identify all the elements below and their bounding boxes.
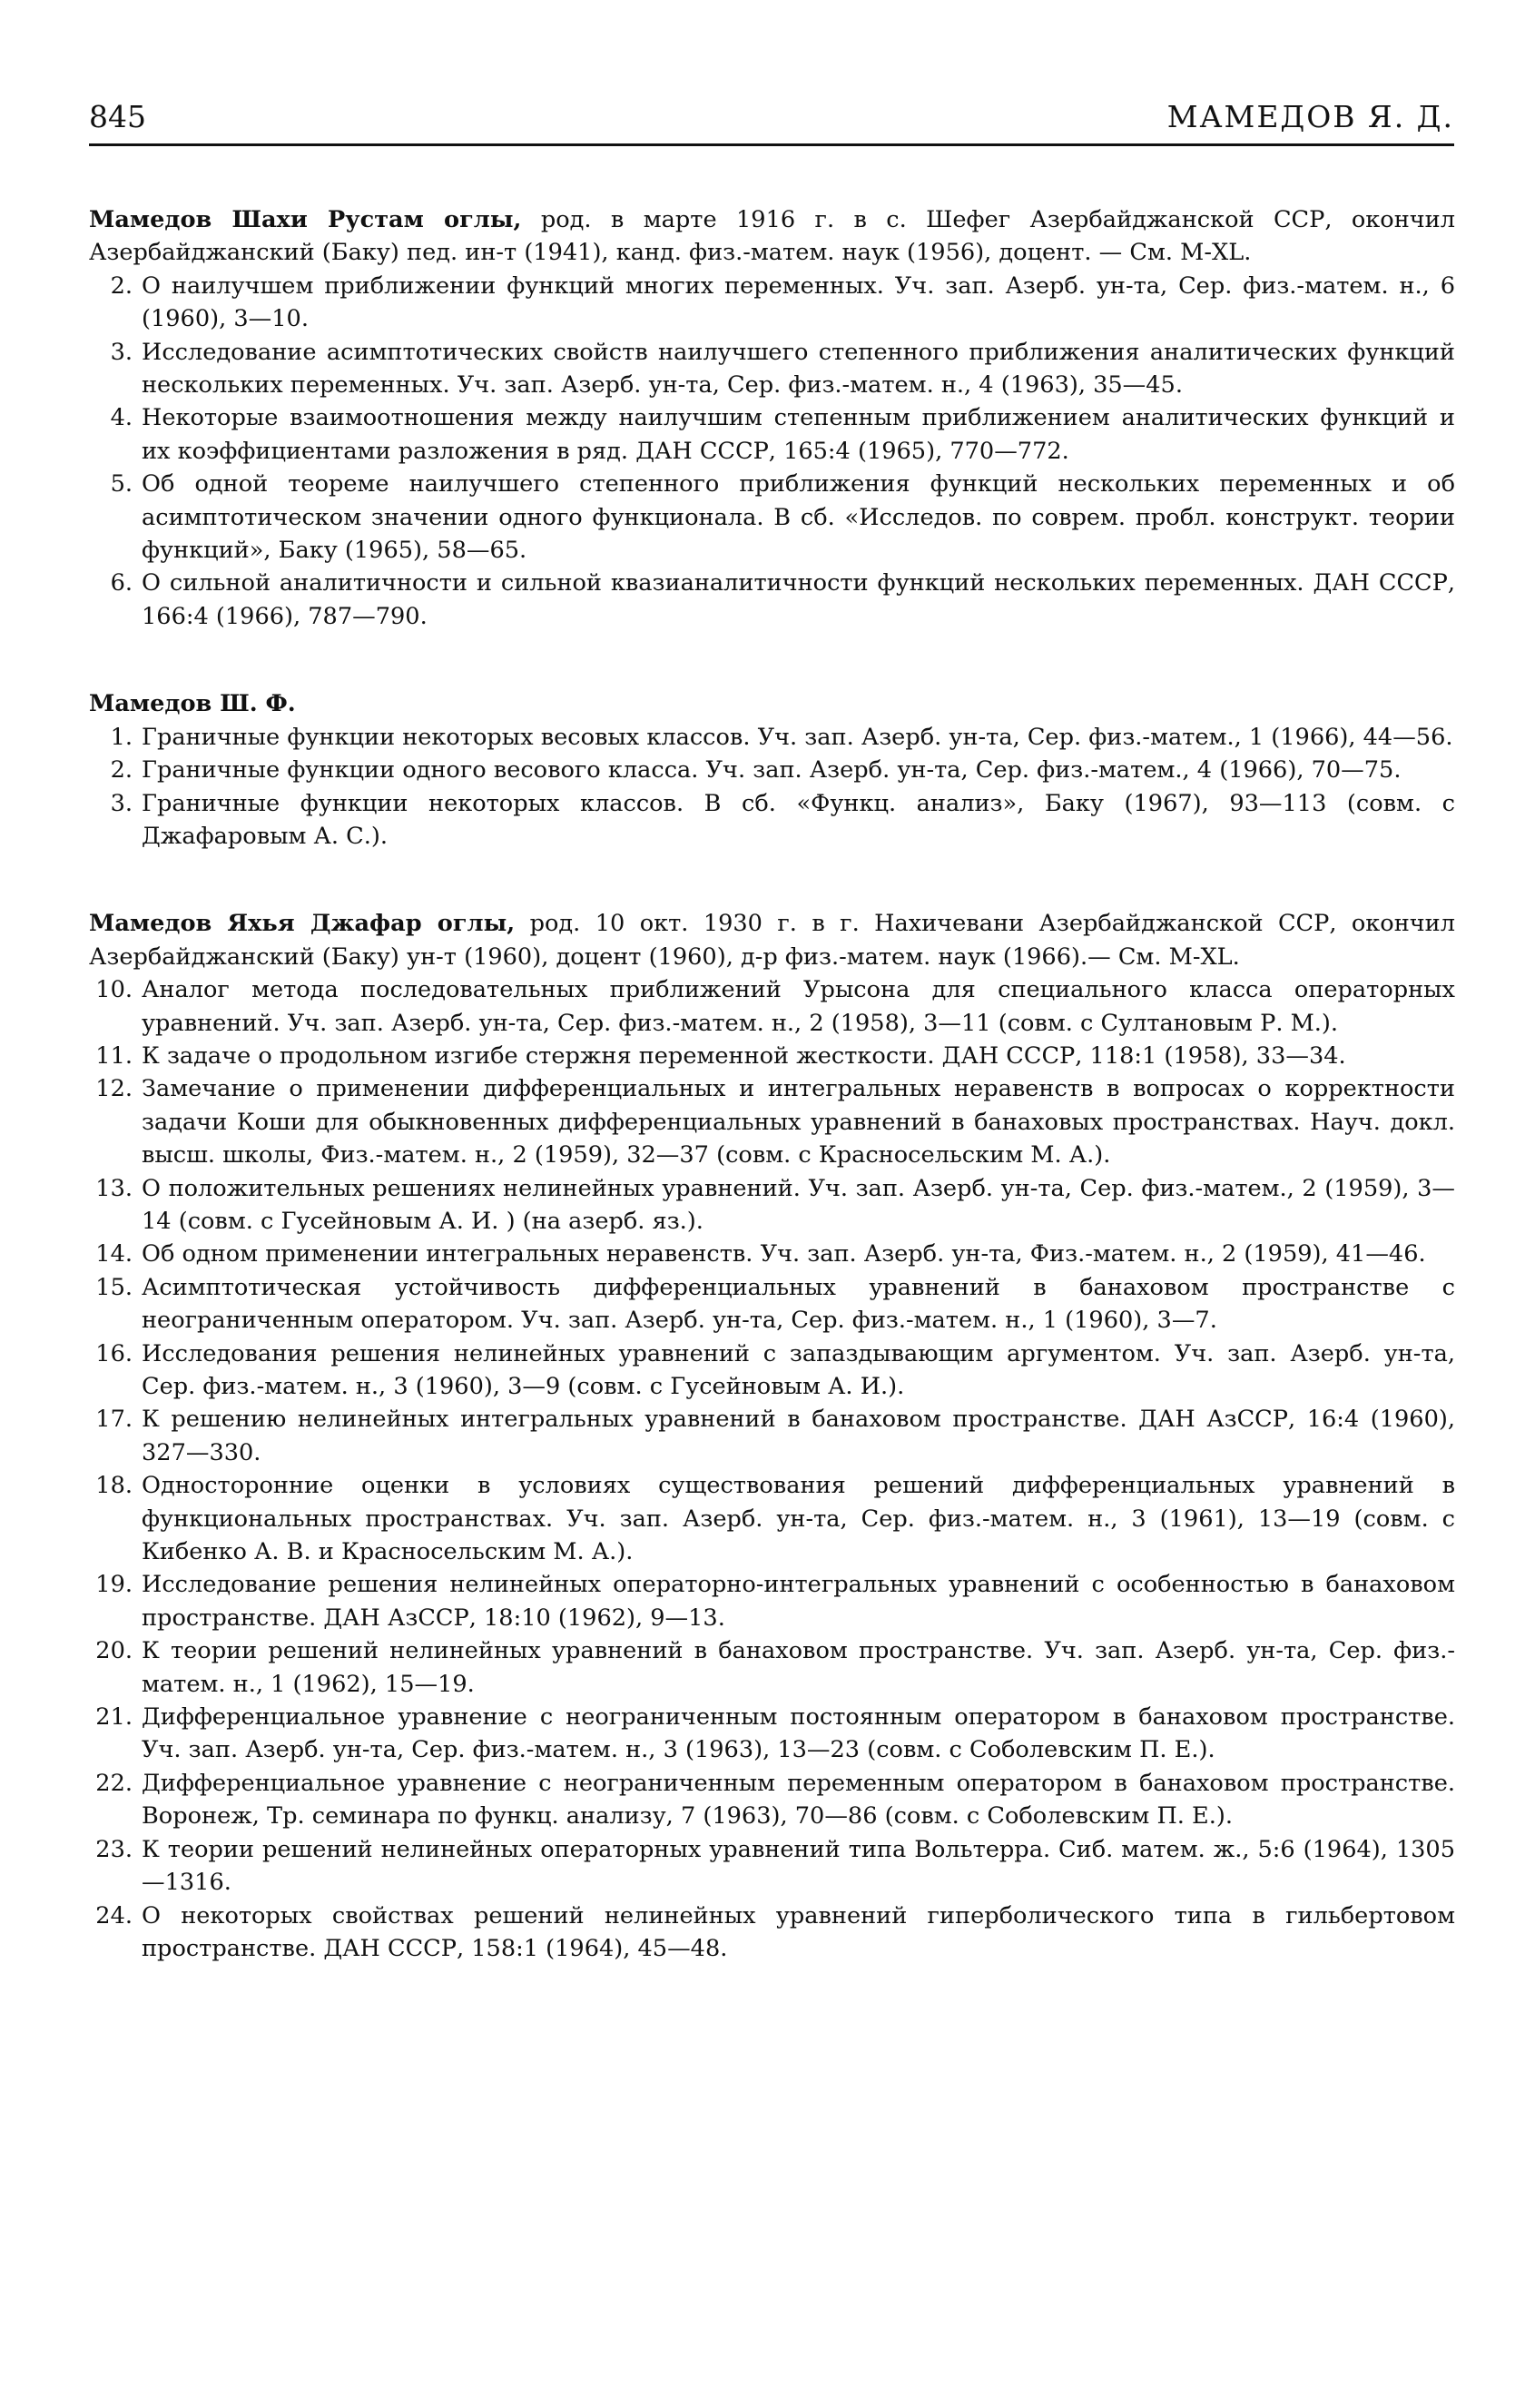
reference-text: Дифференциальное уравнение с неограниченным постоянным оператором в банаховом пространстве. Уч. зап. Азерб. ун-та, Сер. физ.-матем. н., 3 (1963), 13—23 (совм. с Соболевским П. Е.).: [142, 1703, 1455, 1764]
reference-item: [89, 468, 1455, 567]
reference-item: [89, 787, 1455, 854]
reference-text: Дифференциальное уравнение с неограниченным переменным оператором в банаховом пространстве. Воронеж, Тр. семинара по функц. анализу, 7 (1963), 70—86 (совм. с Соболевским П. Е.).: [142, 1769, 1455, 1831]
reference-list: [89, 973, 1455, 1965]
reference-number: 16.: [95, 1339, 133, 1367]
reference-number: 5.: [110, 470, 133, 498]
reference-number: 11.: [95, 1041, 133, 1070]
author-entry: [89, 907, 1455, 1965]
reference-number: 4.: [110, 404, 133, 432]
author-entry: [89, 203, 1455, 633]
reference-number: 14.: [95, 1240, 133, 1268]
reference-text: Аналог метода последовательных приближений Урысона для специального класса операторных уравнений. Уч. зап. Азерб. ун-та, Сер. физ.-матем. н., 2 (1958), 3—11 (совм. с Султановым Р. М.).: [142, 976, 1455, 1037]
author-name: Мамедов Ш. Ф.: [89, 690, 296, 718]
reference-item: [89, 1238, 1455, 1270]
reference-number: 3.: [110, 338, 133, 366]
reference-text: Граничные функции некоторых весовых классов. Уч. зап. Азерб. ун-та, Сер. физ.-матем., 1 (1966), 44—56.: [142, 723, 1453, 751]
reference-number: 6.: [110, 569, 133, 597]
reference-text: Исследование решения нелинейных операторно-интегральных уравнений с особенностью в банаховом пространстве. ДАН АзССР, 18:10 (1962), 9—13.: [142, 1571, 1455, 1632]
author-entry: [89, 687, 1455, 853]
reference-text: Исследования решения нелинейных уравнений с запаздывающим аргументом. Уч. зап. Азерб. ун-та, Сер. физ.-матем. н., 3 (1960), 3—9 (совм. с Гусейновым А. И.).: [142, 1339, 1455, 1400]
reference-item: [89, 1634, 1455, 1701]
author-heading: [89, 203, 1455, 270]
reference-text: Замечание о применении дифференциальных и интегральных неравенств в вопросах о корректности задачи Коши для обыкновенных дифференциальных уравнений в банаховых пространствах. Науч. докл. высш. школы, Физ.-матем. н., 2 (1959), 32—37 (совм. с Красносельским М. А.).: [142, 1075, 1455, 1169]
author-bio: род. 10 окт. 1930 г. в г. Нахичевани Азербайджанской ССР, окончил Азербайджанский (Баку) ун-т (1960), доцент (1960), д-р физ.-матем. наук (1966).— См. М-XL.: [89, 910, 1455, 971]
reference-item: [89, 1900, 1455, 1966]
author-bio: род. в марте 1916 г. в с. Шефег Азербайджанской ССР, окончил Азербайджанский (Баку) пед. ин-т (1941), канд. физ.-матем. наук (1956), доцент. — См. М-XL.: [89, 206, 1455, 267]
reference-text: Граничные функции одного весового класса. Уч. зап. Азерб. ун-та, Сер. физ.-матем., 4 (1966), 70—75.: [142, 756, 1402, 785]
reference-item: [89, 754, 1455, 786]
reference-number: 15.: [95, 1273, 133, 1301]
reference-number: 2.: [110, 756, 133, 785]
reference-number: 18.: [95, 1472, 133, 1500]
reference-item: [89, 1172, 1455, 1239]
reference-text: Граничные функции некоторых классов. В сб. «Функц. анализ», Баку (1967), 93—113 (совм. с Джафаровым А. С.).: [142, 789, 1455, 850]
author-name: Мамедов Яхья Джафар оглы,: [89, 910, 516, 938]
reference-number: 10.: [95, 976, 133, 1004]
page-number: 845: [89, 98, 146, 134]
reference-number: 1.: [110, 723, 133, 751]
reference-text: Исследование асимптотических свойств наилучшего степенного приближения аналитических функций нескольких переменных. Уч. зап. Азерб. ун-та, Сер. физ.-матем. н., 4 (1963), 35—45.: [142, 338, 1455, 400]
reference-item: [89, 1271, 1455, 1337]
reference-text: О наилучшем приближении функций многих переменных. Уч. зап. Азерб. ун-та, Сер. физ.-матем. н., 6 (1960), 3—10.: [142, 271, 1455, 333]
reference-text: Некоторые взаимоотношения между наилучшим степенным приближением аналитических функций и их коэффициентами разложения в ряд. ДАН СССР, 165:4 (1965), 770—772.: [142, 404, 1455, 465]
reference-item: [89, 721, 1455, 754]
reference-text: Об одном применении интегральных неравенств. Уч. зап. Азерб. ун-та, Физ.-матем. н., 2 (1959), 41—46.: [142, 1240, 1426, 1268]
author-name: Мамедов Шахи Рустам оглы,: [89, 206, 522, 233]
reference-number: 23.: [95, 1835, 133, 1863]
reference-text: К теории решений нелинейных уравнений в банаховом пространстве. Уч. зап. Азерб. ун-та, Сер. физ.-матем. н., 1 (1962), 15—19.: [142, 1637, 1455, 1698]
reference-item: [89, 1833, 1455, 1900]
reference-text: К задаче о продольном изгибе стержня переменной жесткости. ДАН СССР, 118:1 (1958), 33—34.: [142, 1041, 1346, 1070]
reference-number: 20.: [95, 1637, 133, 1665]
running-title: МАМЕДОВ Я. Д.: [1166, 98, 1454, 134]
reference-item: [89, 336, 1455, 402]
author-heading: [89, 687, 1455, 720]
reference-number: 19.: [95, 1571, 133, 1599]
reference-item: [89, 1040, 1455, 1072]
reference-text: О положительных решениях нелинейных уравнений. Уч. зап. Азерб. ун-та, Сер. физ.-матем., 2 (1959), 3—14 (совм. с Гусейновым А. И. ) (на азерб. яз.).: [142, 1174, 1455, 1235]
bibliography-content: [89, 203, 1455, 2019]
reference-number: 13.: [95, 1174, 133, 1202]
reference-number: 21.: [95, 1703, 133, 1732]
reference-item: [89, 1469, 1455, 1568]
reference-item: [89, 401, 1455, 468]
reference-number: 12.: [95, 1075, 133, 1103]
author-heading: [89, 907, 1455, 973]
reference-item: [89, 1337, 1455, 1404]
reference-item: [89, 1072, 1455, 1171]
reference-number: 2.: [110, 271, 133, 300]
reference-text: К теории решений нелинейных операторных уравнений типа Вольтерра. Сиб. матем. ж., 5:6 (1964), 1305—1316.: [142, 1835, 1455, 1897]
reference-text: Односторонние оценки в условиях существования решений дифференциальных уравнений в функциональных пространствах. Уч. зап. Азерб. ун-та, Сер. физ.-матем. н., 3 (1961), 13—19 (совм. с Кибенко А. В. и Красносельским М. А.).: [142, 1472, 1455, 1566]
reference-text: О сильной аналитичности и сильной квазианалитичности функций нескольких переменных. ДАН СССР, 166:4 (1966), 787—790.: [142, 569, 1455, 630]
reference-number: 3.: [110, 789, 133, 817]
page-header: [89, 89, 1454, 146]
reference-number: 17.: [95, 1406, 133, 1434]
reference-item: [89, 270, 1455, 336]
reference-item: [89, 1568, 1455, 1634]
reference-list: [89, 721, 1455, 854]
reference-item: [89, 1767, 1455, 1833]
reference-number: 24.: [95, 1901, 133, 1929]
reference-item: [89, 973, 1455, 1040]
reference-list: [89, 270, 1455, 633]
reference-text: Асимптотическая устойчивость дифференциальных уравнений в банаховом пространстве с неограниченным оператором. Уч. зап. Азерб. ун-та, Сер. физ.-матем. н., 1 (1960), 3—7.: [142, 1273, 1455, 1335]
reference-item: [89, 1701, 1455, 1767]
reference-item: [89, 567, 1455, 633]
reference-text: Об одной теореме наилучшего степенного приближения функций нескольких переменных и об асимптотическом значении одного функционала. В сб. «Исследов. по соврем. пробл. конструкт. теории функций», Баку (1965), 58—65.: [142, 470, 1455, 565]
reference-text: К решению нелинейных интегральных уравнений в банаховом пространстве. ДАН АзССР, 16:4 (1960), 327—330.: [142, 1406, 1455, 1466]
reference-item: [89, 1403, 1455, 1469]
reference-text: О некоторых свойствах решений нелинейных уравнений гиперболического типа в гильбертовом пространстве. ДАН СССР, 158:1 (1964), 45—48.: [142, 1901, 1455, 1962]
reference-number: 22.: [95, 1769, 133, 1797]
